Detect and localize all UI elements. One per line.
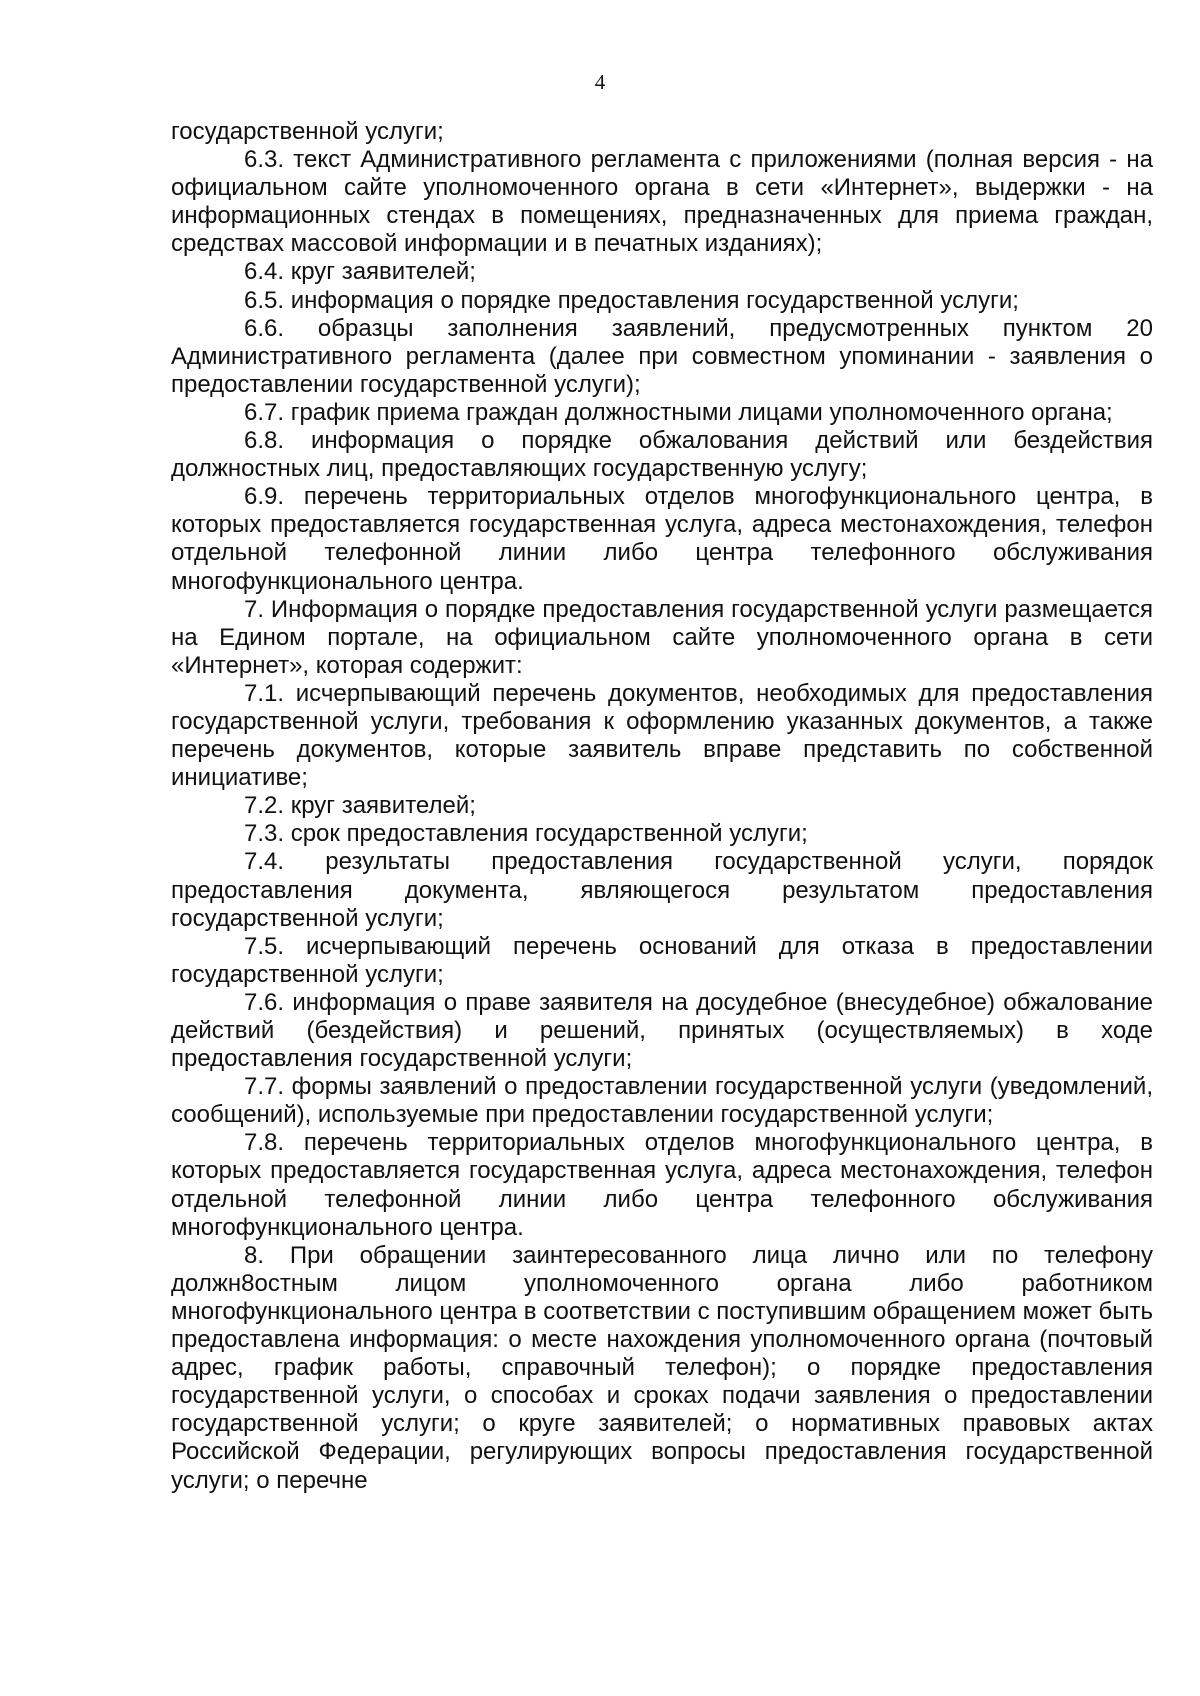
paragraph-7-3: 7.3. срок предоставления государственной услуги; [244, 820, 808, 848]
paragraph-6-8: 6.8. информация о порядке обжалования действий или бездействия должностных лиц, предоставляющих государственную услугу; [171, 427, 1153, 483]
paragraph-7-7: 7.7. формы заявлений о предоставлении государственной услуги (уведомлений, сообщений), используемые при предоставлении государственной услуги; [171, 1073, 1153, 1129]
paragraph-8: 8. При обращении заинтересованного лица лично или по телефону должн8остным лицом уполномоченного органа либо работником многофункционального центра в соответствии с поступившим обращением может быть предоставлена информация: о месте нахождения уполномоченного органа (почтовый адрес, график работы, справочный телефон); о порядке предоставления государственной услуги, о способах и сроках подачи заявления о предоставлении государственной услуги; о круге заявителей; о нормативных правовых актах Российской Федерации, регулирующих вопросы предоставления государственной услуги; о перечне [171, 1241, 1153, 1494]
paragraph-6-3: 6.3. текст Административного регламента с приложениями (полная версия - на официальном сайте уполномоченного органа в сети «Интернет», выдержки - на информационных стендах в помещениях, предназначенных для приема граждан, средствах массовой информации и в печатных изданиях); [171, 146, 1153, 258]
paragraph-7-1: 7.1. исчерпывающий перечень документов, необходимых для предоставления государственной услуги, требования к оформлению указанных документов, а также перечень документов, которые заявитель вправе представить по собственной инициативе; [171, 679, 1153, 792]
paragraph-7-2: 7.2. круг заявителей; [244, 792, 476, 820]
paragraph-6-6: 6.6. образцы заполнения заявлений, предусмотренных пунктом 20 Административного регламента (далее при совместном упоминании - заявления о предоставлении государственной услуги); [171, 314, 1153, 398]
paragraph-continuation: государственной услуги; [171, 118, 444, 145]
paragraph-6-5: 6.5. информация о порядке предоставления государственной услуги; [244, 286, 1019, 314]
paragraph-6-4: 6.4. круг заявителей; [244, 258, 476, 286]
paragraph-7-5: 7.5. исчерпывающий перечень оснований для отказа в предоставлении государственной услуги; [171, 932, 1153, 988]
paragraph-7-6: 7.6. информация о праве заявителя на досудебное (внесудебное) обжалование действий (бездействия) и решений, принятых (осуществляемых) в ходе предоставления государственной услуги; [171, 988, 1153, 1073]
page-number: 4 [594, 70, 606, 94]
paragraph-7: 7. Информация о порядке предоставления государственной услуги размещается на Едином портале, на официальном сайте уполномоченного органа в сети «Интернет», которая содержит: [171, 595, 1153, 679]
paragraph-6-7: 6.7. график приема граждан должностными лицами уполномоченного органа; [244, 398, 1113, 426]
paragraph-7-8: 7.8. перечень территориальных отделов многофункционального центра, в которых предоставляется государственная услуга, адреса местонахождения, телефон отдельной телефонной линии либо центра телефонного обслуживания многофункционального центра. [171, 1129, 1153, 1241]
document-body [171, 118, 1153, 1495]
paragraph-6-9: 6.9. перечень территориальных отделов многофункционального центра, в которых предоставляется государственная услуга, адреса местонахождения, телефон отдельной телефонной линии либо центра телефонного обслуживания многофункционального центра. [171, 483, 1153, 595]
paragraph-7-4: 7.4. результаты предоставления государственной услуги, порядок предоставления документа, являющегося результатом предоставления государственной услуги; [171, 848, 1153, 932]
